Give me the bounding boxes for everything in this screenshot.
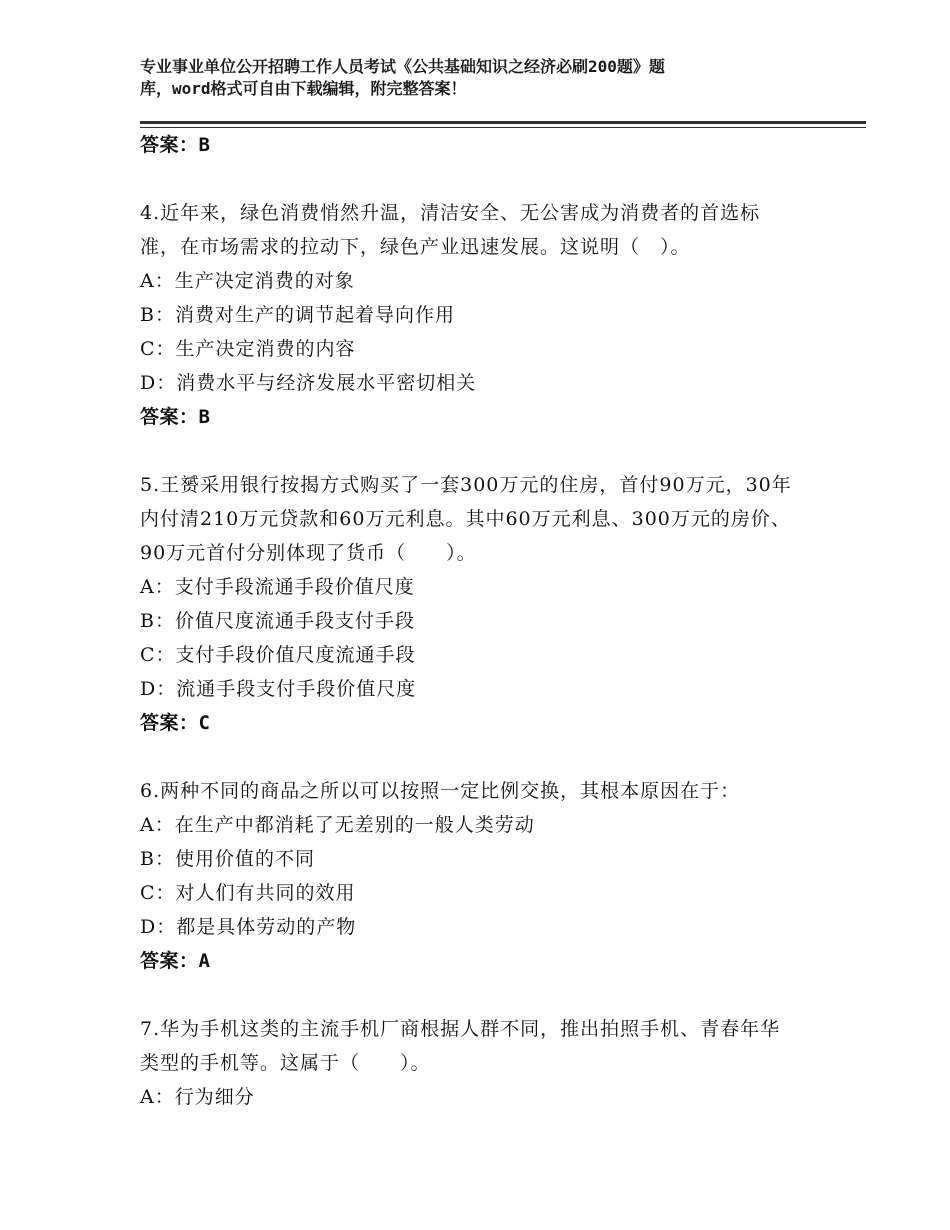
question-stem: 5.王赟采用银行按揭方式购买了一套300万元的住房，首付90万元，30年内付清210万元贷款和60万元利息。其中60万元利息、300万元的房价、90万元首付分别体现了货币（ ）。 xyxy=(140,474,792,564)
header-rule-thick xyxy=(140,121,866,124)
option-a: A：行为细分 xyxy=(140,1086,255,1108)
answer-line: 答案：C xyxy=(140,712,211,734)
content-area xyxy=(140,128,820,1114)
option-c: C：对人们有共同的效用 xyxy=(140,882,356,904)
document-header: 专业事业单位公开招聘工作人员考试《公共基础知识之经济必刷200题》题 库，word格式可自由下载编辑，附完整答案！ xyxy=(140,57,665,98)
option-b: B：消费对生产的调节起着导向作用 xyxy=(140,304,455,326)
option-d: D：消费水平与经济发展水平密切相关 xyxy=(140,372,477,394)
answer-line: 答案：B xyxy=(140,134,211,156)
option-a: A：生产决定消费的对象 xyxy=(140,270,355,292)
question-stem: 7.华为手机这类的主流手机厂商根据人群不同，推出拍照手机、青春年华类型的手机等。这属于（ ）。 xyxy=(140,1018,781,1074)
question-7 xyxy=(140,1012,820,1114)
option-c: C：支付手段价值尺度流通手段 xyxy=(140,644,416,666)
option-a: A：在生产中都消耗了无差别的一般人类劳动 xyxy=(140,814,535,836)
option-d: D：都是具体劳动的产物 xyxy=(140,916,357,938)
option-a: A：支付手段流通手段价值尺度 xyxy=(140,576,415,598)
option-c: C：生产决定消费的内容 xyxy=(140,338,356,360)
answer-line: 答案：B xyxy=(140,406,211,428)
question-stem: 4.近年来，绿色消费悄然升温，清洁安全、无公害成为消费者的首选标准，在市场需求的拉动下，绿色产业迅速发展。这说明（ ）。 xyxy=(140,202,761,258)
question-5 xyxy=(140,468,820,740)
question-6 xyxy=(140,774,820,978)
option-d: D：流通手段支付手段价值尺度 xyxy=(140,678,417,700)
question-stem: 6.两种不同的商品之所以可以按照一定比例交换，其根本原因在于： xyxy=(140,780,741,802)
option-b: B：价值尺度流通手段支付手段 xyxy=(140,610,415,632)
answer-line: 答案：A xyxy=(140,950,211,972)
question-4 xyxy=(140,196,820,434)
option-b: B：使用价值的不同 xyxy=(140,848,315,870)
